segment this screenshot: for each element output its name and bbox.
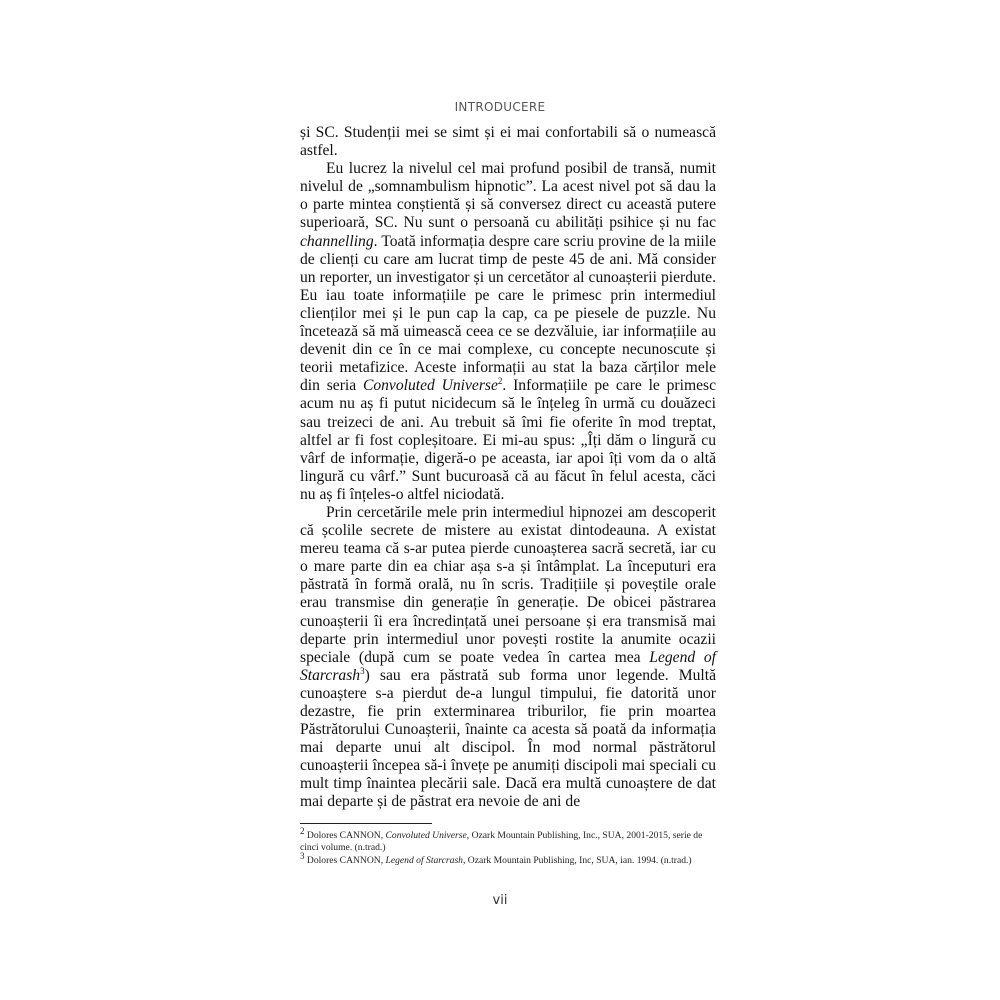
footnote-divider xyxy=(300,823,432,824)
footnote-ref[interactable]: 3 xyxy=(360,665,365,676)
text-segment: . Informațiile pe care le primesc acum nu aș fi putut nicidecum să le înțeleg în urmă cu douăzeci sau treizeci de ani. Au trebuit să îmi fie oferite în mod treptat, altfel ar fi fost copleșitoare. Ei mi-au spus: „Îți dăm o lingură cu vârf de informație, digeră-o pe aceasta, iar apoi îți vom da o altă lingură cu vârf.” Sunt bucuroasă că au făcut în felul acesta, căci nu aș fi înțeles-o altfel niciodată. xyxy=(300,377,716,503)
text-segment: ) sau era păstrată sub forma unor legende. Multă cunoaștere s-a pierdut de-a lungul timpului, fie datorită unor dezastre, fie prin exterminarea triburilor, fie prin moartea Păstrătorului Cunoașterii, înainte ca acesta să poată da informația mai departe unui alt discipol. În mod normal păstrătorul cunoașterii începea să-i învețe pe anumiți discipoli mai speciali cu mult timp înaintea plecării sale. Dacă era multă cunoaștere de dat mai departe și de păstrat era nevoie de ani de xyxy=(300,666,716,811)
footnote-3 xyxy=(300,850,716,867)
body-text xyxy=(300,124,716,812)
paragraph-continuation: și SC. Studenții mei se simt și ei mai confortabili să o numească astfel. xyxy=(300,124,716,160)
italic-book-title: Convoluted Universe xyxy=(362,377,498,395)
footnote-number: 3 xyxy=(300,850,305,861)
footnote-title: Legend of Starcrash xyxy=(385,854,463,866)
footnotes xyxy=(300,825,716,867)
paragraph-mystery-schools xyxy=(300,504,716,812)
text-segment: . Toată informația despre care scriu provine de la miile de clienți cu care am lucrat timp de peste 45 de ani. Mă consider un reporter, un investigator și un cercetător al cunoașterii pierdute. Eu iau toate informațiile pe care le primesc prin intermediul clienților mei și le pun cap la cap, ca pe piesele de puzzle. Nu încetează să mă uimească ceea ce se dezvăluie, iar informațiile au devenit din ce în ce mai complexe, cu concepte necunoscute și teorii metafizice. Aceste informații au stat la baza cărților mele din seria xyxy=(300,232,716,395)
footnote-details: , Ozark Mountain Publishing, Inc, SUA, ian. 1994. (n.trad.) xyxy=(462,854,692,866)
footnote-title: Convoluted Universe xyxy=(385,830,467,841)
page-number: vii xyxy=(492,893,508,908)
footnote-number: 2 xyxy=(300,825,305,836)
footnote-author: Dolores CANNON, xyxy=(304,830,386,841)
footnote-2 xyxy=(300,825,716,855)
text-segment: Eu lucrez la nivelul cel mai profund posibil de transă, numit nivelul de „somnambulism hipnotic”. La acest nivel pot să dau la o parte mintea conștientă și să conversez direct cu această putere superioară, SC. Nu sunt o persoană cu abilități psihice și nu fac xyxy=(300,160,716,232)
running-header: INTRODUCERE xyxy=(454,100,546,114)
footnote-details: , Ozark Mountain Publishing, Inc., SUA, 2001-2015, serie de cinci volume. (n.trad.) xyxy=(300,830,703,854)
footnote-author: Dolores CANNON, xyxy=(304,854,386,866)
text-segment: Prin cercetările mele prin intermediul hipnozei am descoperit că școlile secrete de mistere au existat dintodeauna. A existat mereu teama că s-ar putea pierde cunoașterea sacră secretă, iar cu o mare parte din ea chiar așa s-a și întâmplat. La începuturi era păstrată în formă orală, nu în scris. Tradițiile și poveștile orale erau transmise din generație în generație. De obicei păstrarea cunoașterii îi era încredințată unei persoane și era transmisă mai departe prin intermediul unor povești rostite la anumite ocazii speciale (după cum se poate vedea în cartea mea xyxy=(300,503,716,666)
paragraph-trance xyxy=(300,160,716,504)
footnote-ref[interactable]: 2 xyxy=(497,376,503,387)
italic-term: channelling xyxy=(300,232,374,250)
italic-book-title: Legend of Starcrash xyxy=(300,648,716,684)
